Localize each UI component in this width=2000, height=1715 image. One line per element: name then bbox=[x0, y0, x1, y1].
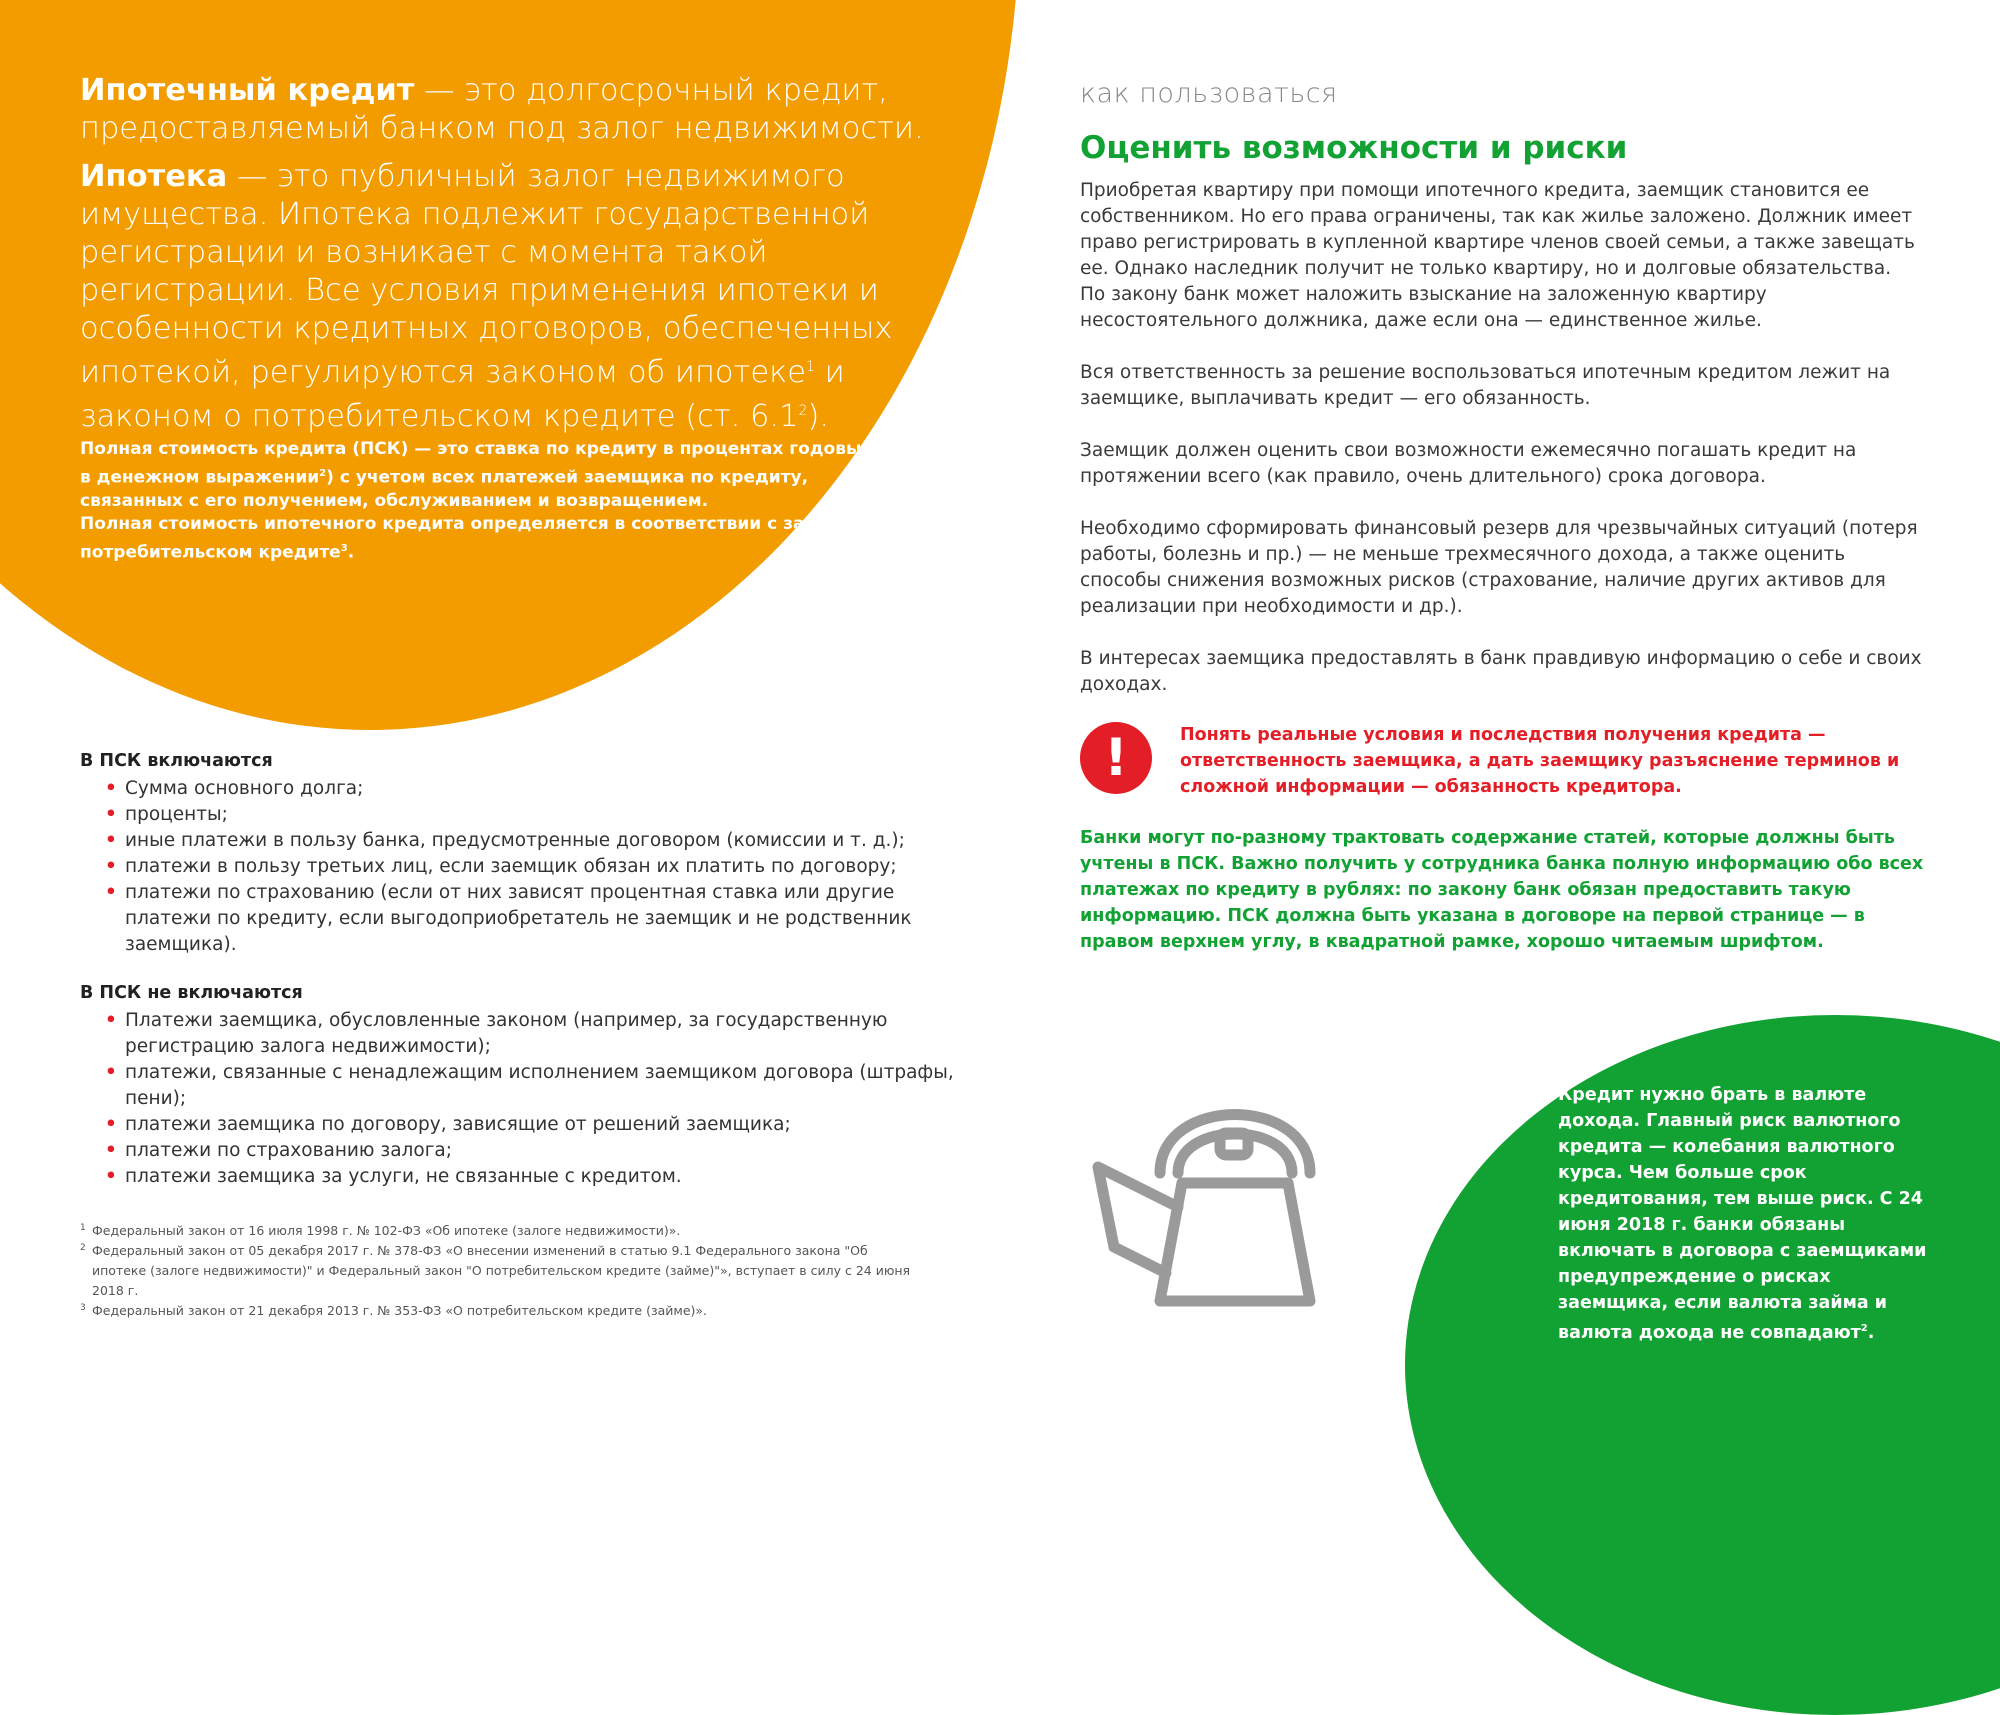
paragraph: В интересах заемщика предоставлять в банк правдивую информацию о себе и своих доходах. bbox=[1080, 648, 1922, 695]
list-item: • платежи по страхованию (если от них зависят процентная ставка или другие платежи по кредиту, если выгодоприобретатель не заемщик и не родственник заемщика). bbox=[125, 880, 960, 958]
psk-included-section bbox=[80, 748, 960, 958]
list-item: • платежи заемщика по договору, зависящие от решений заемщика; bbox=[125, 1112, 960, 1138]
footnote: 3 Федеральный закон от 21 декабря 2013 г. № 353-ФЗ «О потребительском кредите (займе)». bbox=[80, 1303, 708, 1318]
warning-text: Понять реальные условия и последствия получения кредита — ответственность заемщика, а дать заемщику разъяснение терминов и сложной информации — обязанность кредитора. bbox=[1180, 725, 1900, 797]
risk-body-text bbox=[1080, 178, 1922, 724]
section-kicker: как пользоваться bbox=[1080, 78, 1338, 109]
paragraph: Заемщик должен оценить свои возможности ежемесячно погашать кредит на протяжении всего (как правило, очень длительного) срока договора. bbox=[1080, 440, 1857, 487]
psk-definition: Полная стоимость кредита (ПСК) — это ставка по кредиту в процентах годовых (и в денежном выражении$^2$) с учетом всех платежей заемщика по кредиту, связанных с его получением, обслуживанием и возвращением. Полная стоимость ипотечного кредита определяется в соответствии с законом о потребительском кредите$^3$. bbox=[80, 439, 898, 563]
list-item: • платежи заемщика за услуги, не связанные с кредитом. bbox=[125, 1164, 960, 1190]
paragraph: Приобретая квартиру при помощи ипотечного кредита, заемщик становится ее собственником. Но его права ограничены, так как жилье заложено. Должник имеет право регистрировать в купленной квартире членов своей семьи, а также завещать ее. Однако наследник получит не только квартиру, но и долговые обязательства. По закону банк может наложить взыскание на заложенную квартиру несостоятельного должника, даже если она — единственное жилье. bbox=[1080, 180, 1915, 331]
psk-excluded-section bbox=[80, 980, 960, 1190]
list-item: • платежи в пользу третьих лиц, если заемщик обязан их платить по договору; bbox=[125, 854, 960, 880]
footnote: 2 Федеральный закон от 05 декабря 2017 г. № 378-ФЗ «О внесении изменений в статью 9.1 Федерального закона "Об ипотеке (залоге недвижимости)" и Федеральный закон "О потребительском кредите (займе)"», вступает в силу с 24 июня 2018 г. bbox=[80, 1243, 911, 1298]
list-item: • платежи, связанные с ненадлежащим исполнением заемщиком договора (штрафы, пени); bbox=[125, 1060, 960, 1112]
list-item: • Сумма основного долга; bbox=[125, 776, 960, 802]
kettle-icon bbox=[1080, 1055, 1380, 1315]
exclamation-icon: ! bbox=[1080, 722, 1152, 794]
section-title: В ПСК включаются bbox=[80, 751, 273, 771]
paragraph: Вся ответственность за решение воспользоваться ипотечным кредитом лежит на заемщике, выплачивать кредит — его обязанность. bbox=[1080, 362, 1891, 409]
page-title: Оценить возможности и риски bbox=[1080, 130, 1628, 166]
list-item: • платежи по страхованию залога; bbox=[125, 1138, 960, 1164]
currency-risk-note: Кредит нужно брать в валюте дохода. Главный риск валютного кредита — колебания валютного курса. Чем больше срок кредитования, тем выше риск. С 24 июня 2018 г. банки обязаны включать в договора с заемщиками предупреждение о рисках заемщика, если валюта займа и валюта дохода не совпадают$^2$. bbox=[1558, 1085, 1927, 1343]
paragraph: Необходимо сформировать финансовый резерв для чрезвычайных ситуаций (потеря работы, болезнь и пр.) — не меньше трехмесячного дохода, а также оценить способы снижения возможных рисков (страхование, наличие других активов для реализации при необходимости и др.). bbox=[1080, 518, 1918, 617]
footnotes bbox=[80, 1221, 920, 1321]
list-item: • проценты; bbox=[125, 802, 960, 828]
list-item: • Платежи заемщика, обусловленные законом (например, за государственную регистрацию залога недвижимости); bbox=[125, 1008, 960, 1060]
bank-psk-note: Банки могут по-разному трактовать содержание статей, которые должны быть учтены в ПСК. Важно получить у сотрудника банка полную информацию обо всех платежах по кредиту в рублях: по закону банк обязан предоставить такую информацию. ПСК должна быть указана в договоре на первой странице — в правом верхнем углу, в квадратной рамке, хорошо читаемым шрифтом. bbox=[1080, 828, 1924, 952]
mortgage-definition: Ипотека — это публичный залог недвижимого имущества. Ипотека подлежит государственной регистрации и возникает с момента такой регистрации. Все условия применения ипотеки и особенности кредитных договоров, обеспеченных ипотекой, регулируются законом об ипотеке$^1$ и законом о потребительском кредите (ст. $6.1^2$). bbox=[80, 159, 893, 435]
list-item: • иные платежи в пользу банка, предусмотренные договором (комиссии и т. д.); bbox=[125, 828, 960, 854]
mortgage-loan-definition: Ипотечный кредит — это долгосрочный кредит, предоставляемый банком под залог недвижимости. bbox=[80, 73, 924, 146]
footnote: 1 Федеральный закон от 16 июля 1998 г. № 102-ФЗ «Об ипотеке (залоге недвижимости)». bbox=[80, 1223, 681, 1238]
lead-definitions bbox=[80, 72, 940, 446]
section-title: В ПСК не включаются bbox=[80, 983, 303, 1003]
